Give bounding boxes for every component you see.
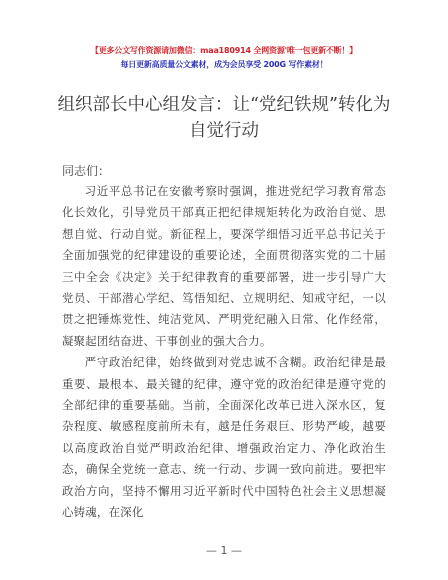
promo-banner-sub: 每日更新高质量公文素材，成为会员享受 200G 写作素材！ — [120, 60, 328, 69]
page-number: — 1 — — [206, 544, 242, 557]
document-body — [62, 181, 386, 524]
body-paragraph: 习近平总书记在安徽考察时强调，推进党纪学习教育常态化长效化，引导党员干部真正把纪律规矩转化为政治自觉、思想自觉、行动自觉。新征程上，要深学细悟习近平总书记关于全面加强党的纪律建设的重要论述，全面贯彻落实党的二十届三中全会《决定》关于纪律教育的重要部署，进一步引导广大党员、干部潜心学纪、笃悟知纪、立规明纪、知戒守纪，一以贯之把锤炼党性、纯洁党风、严明党纪融入日常、化作经常，凝聚起团结奋进、干事创业的强大合力。 — [62, 184, 386, 348]
document-title: 组织部长中心组发言：让“党纪铁规”转化为自觉行动 — [57, 95, 391, 141]
body-paragraph: 严守政治纪律，始终做到对党忠诚不含糊。政治纪律是最重要、最根本、最关键的纪律，遵守党的政治纪律是遵守党的全部纪律的重要基础。当前，全面深化改革已进入深水区，复杂程度、敏感程度前所未有，越是任务艰巨、形势严峻，越要以高度政治自觉严明政治纪律、增强政治定力、净化政治生态，确保全党统一意志、统一行动、步调一致向前进。要把牢政治方向，坚持不懈用习近平新时代中国特色社会主义思想凝心铸魂，在深化 — [62, 355, 386, 520]
salutation: 同志们： — [62, 164, 111, 178]
promo-banner-top: 【更多公文写作资源请加微信：maa180914 全网资源'唯一包更新不断！】 — [90, 46, 358, 55]
